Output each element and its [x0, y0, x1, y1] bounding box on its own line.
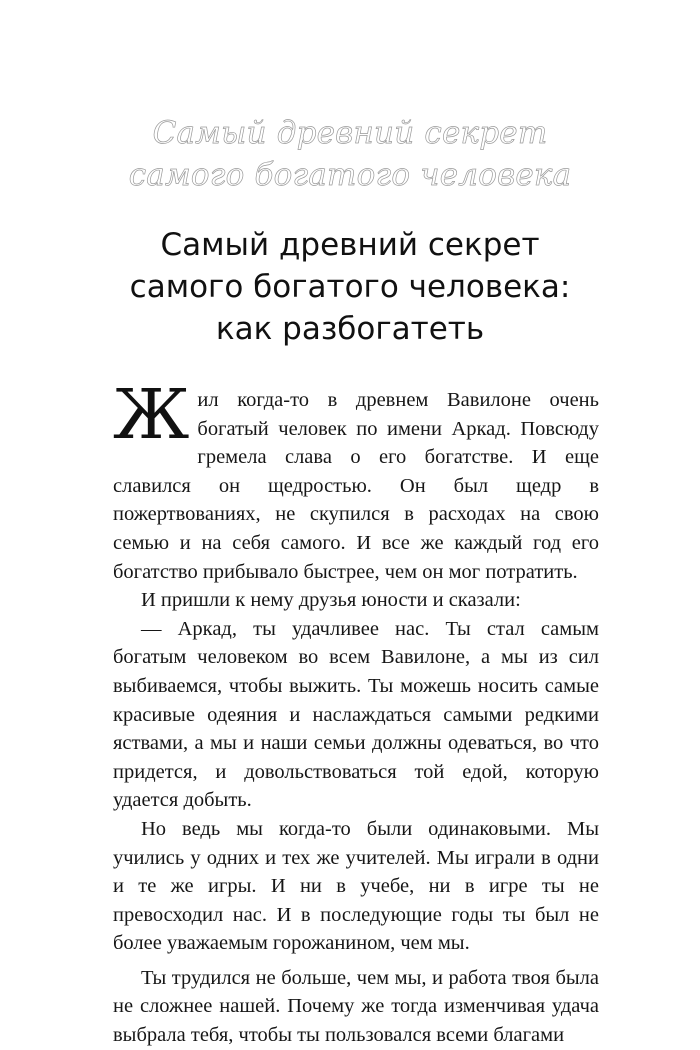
- paragraph-1-text: ил когда-то в древнем Вавилоне очень богатый человек по имени Аркад. Повсюду гремела слава о его богатстве. И еще славился он щедростью. Он был щедр в пожертвованиях, не скупился в расходах на свою семью и на себя самого. И все же каждый год его богатство прибывало быстрее, чем он мог потратить.: [113, 389, 599, 583]
- drop-cap: Ж: [113, 376, 190, 455]
- chapter-title-line-2: самого богатого человека:: [129, 269, 571, 305]
- running-title: Самый древний секрет самого богатого человека: [128, 115, 572, 193]
- paragraph-2: И пришли к нему друзья юности и сказали:: [141, 589, 521, 612]
- paragraph-3: — Аркад, ты удачливее нас. Ты стал самым богатым человеком во всем Вавилоне, а мы из сил выбиваемся, чтобы выжить. Ты можешь носить самые красивые одеяния и наслаждаться самыми редкими яствами, а мы и наши семьи должны одеваться, во что придется, и довольствоваться той едой, которую удается добыть.: [113, 617, 599, 812]
- paragraph-4: Но ведь мы когда-то были одинаковыми. Мы учились у одних и тех же учителей. Мы играли в одни и те же игры. И ни в учебе, ни в игре ты не превосходил нас. И в последующие годы ты был не более уважаемым горожанином, чем мы.: [113, 817, 599, 955]
- chapter-title: [90, 224, 610, 350]
- chapter-title-line-1: Самый древний секрет: [160, 227, 540, 263]
- body-text: [113, 376, 599, 1050]
- chapter-title-line-3: как разбогатеть: [215, 311, 485, 347]
- paragraph-5: Ты трудился не больше, чем мы, и работа твоя была не сложнее нашей. Почему же тогда изменчивая удача выбрала тебя, чтобы ты пользовался всеми благами: [113, 966, 599, 1047]
- paragraph-1: [113, 376, 599, 586]
